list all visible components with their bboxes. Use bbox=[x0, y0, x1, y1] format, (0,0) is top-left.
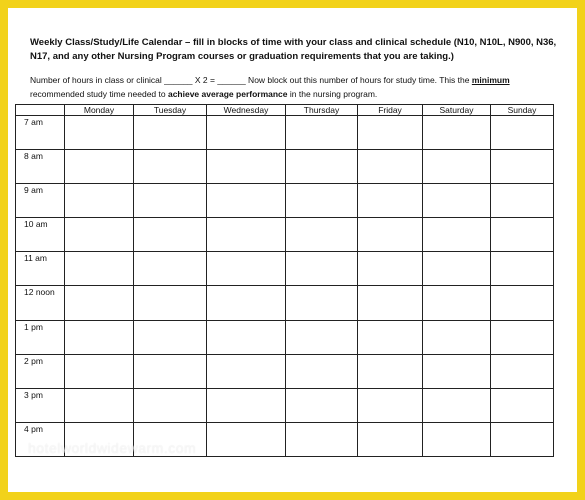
schedule-cell[interactable] bbox=[134, 320, 207, 354]
schedule-cell[interactable] bbox=[423, 184, 491, 218]
time-row bbox=[16, 354, 554, 388]
schedule-cell[interactable] bbox=[134, 252, 207, 286]
time-label: 10 am bbox=[16, 218, 65, 252]
day-header-friday: Friday bbox=[358, 105, 423, 116]
time-row bbox=[16, 184, 554, 218]
schedule-cell[interactable] bbox=[134, 218, 207, 252]
schedule-cell[interactable] bbox=[65, 252, 134, 286]
schedule-cell[interactable] bbox=[358, 150, 423, 184]
schedule-cell[interactable] bbox=[65, 388, 134, 422]
schedule-cell[interactable] bbox=[134, 286, 207, 320]
document-title: Weekly Class/Study/Life Calendar – fill in blocks of time with your class and clinical schedule (N10, N10L, N900, N36, N17, and any other Nursing Program courses or graduation requirements that you are taking.) bbox=[30, 37, 557, 62]
day-header-tuesday: Tuesday bbox=[134, 105, 207, 116]
schedule-cell[interactable] bbox=[491, 422, 554, 456]
schedule-cell[interactable] bbox=[358, 286, 423, 320]
schedule-cell[interactable] bbox=[491, 218, 554, 252]
time-label: 12 noon bbox=[16, 286, 65, 320]
note-minimum: minimum bbox=[471, 75, 510, 85]
schedule-cell[interactable] bbox=[423, 388, 491, 422]
schedule-cell[interactable] bbox=[491, 388, 554, 422]
schedule-cell[interactable] bbox=[286, 218, 358, 252]
schedule-cell[interactable] bbox=[134, 184, 207, 218]
schedule-cell[interactable] bbox=[207, 150, 286, 184]
note-part-3: in the nursing program. bbox=[287, 89, 378, 99]
day-header-saturday: Saturday bbox=[423, 105, 491, 116]
schedule-cell[interactable] bbox=[134, 116, 207, 150]
schedule-cell[interactable] bbox=[286, 252, 358, 286]
schedule-cell[interactable] bbox=[358, 218, 423, 252]
time-label: 7 am bbox=[16, 116, 65, 150]
time-label: 11 am bbox=[16, 252, 65, 286]
schedule-cell[interactable] bbox=[358, 422, 423, 456]
time-label: 9 am bbox=[16, 184, 65, 218]
schedule-cell[interactable] bbox=[207, 286, 286, 320]
schedule-cell[interactable] bbox=[358, 252, 423, 286]
schedule-cell[interactable] bbox=[423, 252, 491, 286]
watermark: hotelworldwidewarm.com bbox=[28, 440, 197, 456]
schedule-cell[interactable] bbox=[134, 388, 207, 422]
calendar-body bbox=[16, 116, 554, 457]
schedule-cell[interactable] bbox=[286, 388, 358, 422]
schedule-cell[interactable] bbox=[491, 286, 554, 320]
schedule-cell[interactable] bbox=[65, 150, 134, 184]
schedule-cell[interactable] bbox=[286, 320, 358, 354]
schedule-cell[interactable] bbox=[358, 388, 423, 422]
schedule-cell[interactable] bbox=[65, 354, 134, 388]
schedule-cell[interactable] bbox=[207, 252, 286, 286]
schedule-cell[interactable] bbox=[286, 150, 358, 184]
time-label: 3 pm bbox=[16, 388, 65, 422]
schedule-cell[interactable] bbox=[207, 320, 286, 354]
schedule-cell[interactable] bbox=[423, 150, 491, 184]
schedule-cell[interactable] bbox=[286, 422, 358, 456]
schedule-cell[interactable] bbox=[358, 320, 423, 354]
time-row bbox=[16, 320, 554, 354]
weekly-calendar-table bbox=[15, 104, 554, 457]
note-part-2: recommended study time needed to bbox=[30, 89, 168, 99]
time-label: 1 pm bbox=[16, 320, 65, 354]
schedule-cell[interactable] bbox=[491, 184, 554, 218]
time-label: 2 pm bbox=[16, 354, 65, 388]
schedule-cell[interactable] bbox=[65, 218, 134, 252]
schedule-cell[interactable] bbox=[134, 150, 207, 184]
day-header-thursday: Thursday bbox=[286, 105, 358, 116]
schedule-cell[interactable] bbox=[358, 184, 423, 218]
schedule-cell[interactable] bbox=[423, 354, 491, 388]
time-row bbox=[16, 252, 554, 286]
schedule-cell[interactable] bbox=[491, 320, 554, 354]
time-row bbox=[16, 388, 554, 422]
schedule-cell[interactable] bbox=[286, 116, 358, 150]
schedule-cell[interactable] bbox=[207, 184, 286, 218]
schedule-cell[interactable] bbox=[423, 422, 491, 456]
schedule-cell[interactable] bbox=[423, 218, 491, 252]
schedule-cell[interactable] bbox=[423, 286, 491, 320]
time-row bbox=[16, 286, 554, 320]
time-row bbox=[16, 218, 554, 252]
time-label: 4 pm bbox=[16, 422, 65, 456]
schedule-cell[interactable] bbox=[358, 354, 423, 388]
schedule-cell[interactable] bbox=[358, 116, 423, 150]
schedule-cell[interactable] bbox=[65, 286, 134, 320]
schedule-cell[interactable] bbox=[491, 150, 554, 184]
instruction-note bbox=[30, 73, 560, 101]
schedule-cell[interactable] bbox=[423, 116, 491, 150]
schedule-cell[interactable] bbox=[491, 354, 554, 388]
note-emphasis: achieve average performance bbox=[167, 89, 288, 99]
schedule-cell[interactable] bbox=[491, 252, 554, 286]
schedule-cell[interactable] bbox=[65, 116, 134, 150]
day-header-sunday: Sunday bbox=[491, 105, 554, 116]
schedule-cell[interactable] bbox=[286, 354, 358, 388]
schedule-cell[interactable] bbox=[207, 422, 286, 456]
day-header-wednesday: Wednesday bbox=[207, 105, 286, 116]
schedule-cell[interactable] bbox=[491, 116, 554, 150]
time-label: 8 am bbox=[16, 150, 65, 184]
schedule-cell[interactable] bbox=[65, 184, 134, 218]
schedule-cell[interactable] bbox=[207, 116, 286, 150]
schedule-cell[interactable] bbox=[207, 218, 286, 252]
time-row bbox=[16, 116, 554, 150]
calendar-header-row bbox=[16, 105, 554, 116]
schedule-cell[interactable] bbox=[423, 320, 491, 354]
time-row bbox=[16, 150, 554, 184]
schedule-cell[interactable] bbox=[207, 354, 286, 388]
schedule-cell[interactable] bbox=[286, 286, 358, 320]
schedule-cell[interactable] bbox=[65, 320, 134, 354]
schedule-cell[interactable] bbox=[286, 184, 358, 218]
corner-cell bbox=[16, 105, 65, 116]
schedule-cell[interactable] bbox=[134, 354, 207, 388]
day-header-monday: Monday bbox=[65, 105, 134, 116]
schedule-cell[interactable] bbox=[207, 388, 286, 422]
note-part-1: Number of hours in class or clinical ______ X 2 = ______ Now block out this number of hours for study time. This the bbox=[30, 75, 472, 85]
